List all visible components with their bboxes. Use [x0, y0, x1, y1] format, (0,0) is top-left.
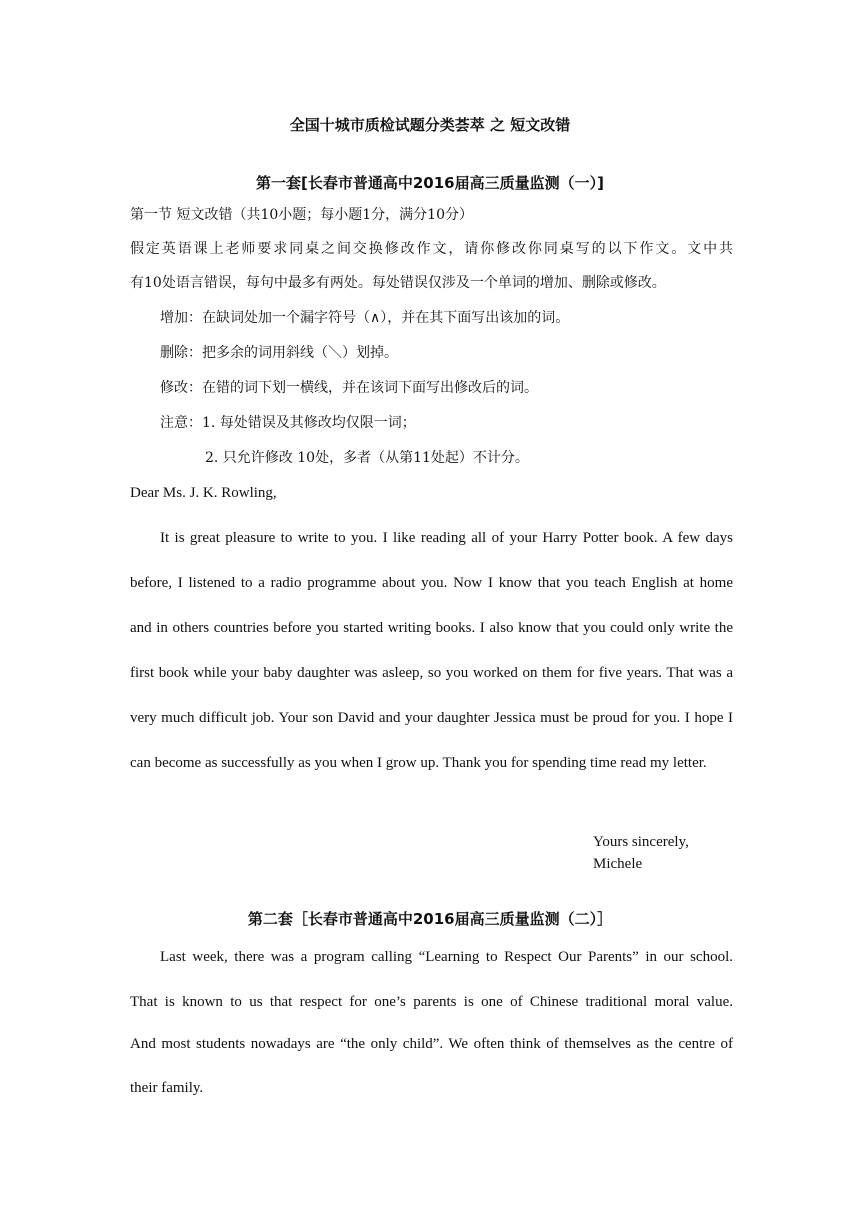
instruction-line-2: 有10处语言错误，每句中最多有两处。每处错误仅涉及一个单词的增加、删除或修改。 [130, 275, 666, 291]
letter-line-1: It is great pleasure to write to you. I like reading all of your Harry Potter book. A few days [160, 530, 733, 546]
set2-heading: 第二套［长春市普通高中2016届高三质量监测（二）］ [247, 910, 613, 928]
letter-line-3: and in others countries before you started writing books. I also know that you could only write the [130, 620, 733, 636]
set2-line-3: And most students nowadays are “the only child”. We often think of themselves as the centre of [130, 1036, 733, 1052]
instruction-modify: 修改：在错的词下划一横线，并在该词下面写出修改后的词。 [160, 380, 538, 396]
letter-line-6: can become as successfully as you when I grow up. Thank you for spending time read my letter. [130, 755, 707, 771]
instruction-note-2: 2. 只允许修改 10处，多者（从第11处起）不计分。 [205, 450, 529, 466]
instruction-note-1: 注意：1. 每处错误及其修改均仅限一词； [160, 415, 416, 431]
letter-line-4: first book while your baby daughter was asleep, so you worked on them for five years. That was a [130, 665, 733, 681]
instruction-line-1: 假定英语课上老师要求同桌之间交换修改作文，请你修改你同桌写的以下作文。文中共 [130, 241, 733, 257]
set1-section-label: 第一节 短文改错（共10小题；每小题1分，满分10分） [130, 207, 473, 223]
letter-line-2: before, I listened to a radio programme about you. Now I know that you teach English at home [130, 575, 733, 591]
letter-signature: Michele [593, 856, 643, 872]
set2-line-2: That is known to us that respect for one’s parents is one of Chinese traditional moral value. [130, 994, 733, 1010]
document-title: 全国十城市质检试题分类荟萃 之 短文改错 [289, 116, 571, 134]
instruction-add: 增加：在缺词处加一个漏字符号（∧），并在其下面写出该加的词。 [160, 310, 570, 326]
instruction-delete: 删除：把多余的词用斜线（＼）划掉。 [160, 345, 398, 361]
letter-salutation: Dear Ms. J. K. Rowling, [130, 485, 277, 501]
letter-line-5: very much difficult job. Your son David and your daughter Jessica must be proud for you. I hope I [130, 710, 733, 726]
set2-line-1: Last week, there was a program calling “Learning to Respect Our Parents” in our school. [160, 949, 733, 965]
set2-line-4: their family. [130, 1080, 204, 1096]
letter-closing: Yours sincerely, [593, 834, 689, 850]
set1-heading: 第一套[长春市普通高中2016届高三质量监测（一）] [256, 174, 604, 192]
